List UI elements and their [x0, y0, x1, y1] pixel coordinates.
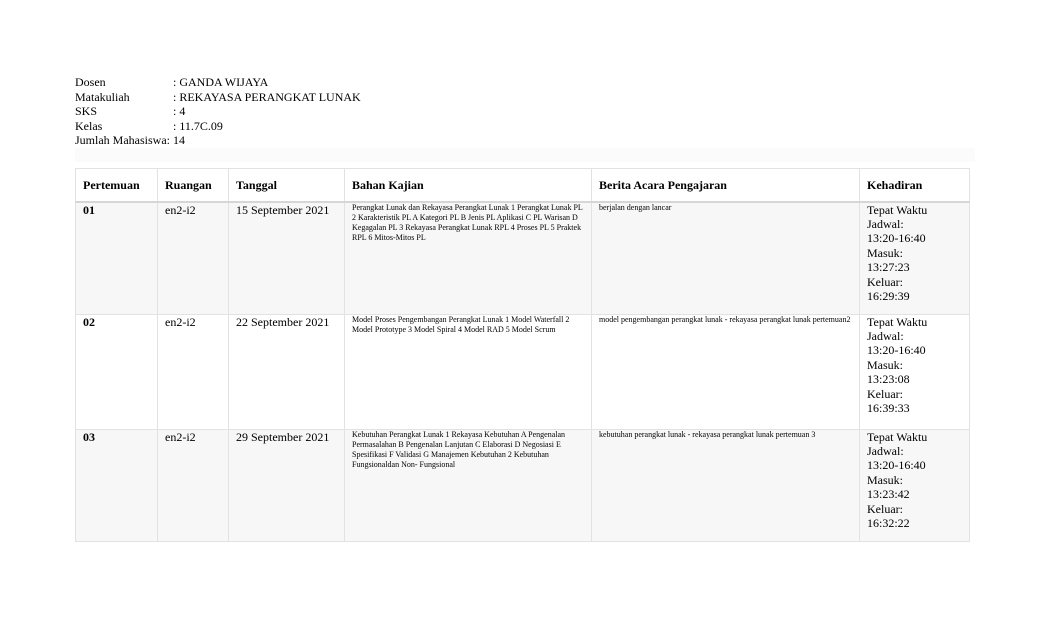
kehadiran-keluar: 16:39:33	[867, 400, 910, 415]
cell-kehadiran	[860, 314, 970, 429]
kehadiran-status: Tepat Waktu	[867, 202, 928, 217]
kehadiran-keluar-label: Keluar:	[867, 501, 903, 516]
info-value: : GANDA WIJAYA	[173, 75, 269, 89]
cell-ruangan: en2-i2	[158, 202, 229, 315]
cell-berita-acara: model pengembangan perangkat lunak - rekayasa perangkat lunak pertemuan2	[592, 314, 860, 429]
cell-pertemuan: 01	[76, 202, 158, 315]
kehadiran-jadwal-label: Jadwal:	[867, 443, 904, 458]
kehadiran-keluar: 16:32:22	[867, 515, 910, 530]
cell-bahan-kajian: Perangkat Lunak dan Rekayasa Perangkat Lunak 1 Perangkat Lunak PL 2 Karakteristik PL A Kategori PL B Jenis PL Aplikasi C PL Warisan D Kegagalan PL 3 Rekayasa Perangkat Lunak RPL 4 Proses PL 5 Praktek RPL 6 Mitos-Mitos PL	[345, 202, 592, 315]
kehadiran-keluar-label: Keluar:	[867, 274, 903, 289]
cell-tanggal: 15 September 2021	[229, 202, 345, 315]
cell-berita-acara: berjalan dengan lancar	[592, 202, 860, 315]
divider-band	[75, 148, 975, 162]
kehadiran-status: Tepat Waktu	[867, 429, 928, 444]
info-dosen	[75, 75, 361, 90]
kehadiran-masuk-label: Masuk:	[867, 245, 903, 260]
cell-berita-acara: kebutuhan perangkat lunak - rekayasa perangkat lunak pertemuan 3	[592, 429, 860, 541]
cell-pertemuan: 02	[76, 314, 158, 429]
cell-ruangan: en2-i2	[158, 429, 229, 541]
info-kelas	[75, 119, 361, 134]
column-header-tanggal: Tanggal	[229, 169, 345, 202]
table-row	[76, 429, 970, 541]
kehadiran-masuk-label: Masuk:	[867, 472, 903, 487]
column-header-bahan-kajian: Bahan Kajian	[345, 169, 592, 202]
kehadiran-keluar-label: Keluar:	[867, 386, 903, 401]
info-value: : 11.7C.09	[173, 118, 223, 133]
column-header-berita-acara: Berita Acara Pengajaran	[592, 169, 860, 202]
kehadiran-masuk: 13:23:42	[867, 487, 910, 502]
cell-bahan-kajian: Model Proses Pengembangan Perangkat Lunak 1 Model Waterfall 2 Model Prototype 3 Model Spiral 4 Model RAD 5 Model Scrum	[345, 314, 592, 429]
kehadiran-jadwal: 13:20-16:40	[867, 343, 926, 358]
info-label: Jumlah Mahasiswa	[75, 133, 167, 148]
cell-tanggal: 22 September 2021	[229, 314, 345, 429]
kehadiran-status: Tepat Waktu	[867, 314, 928, 329]
cell-bahan-kajian: Kebutuhan Perangkat Lunak 1 Rekayasa Kebutuhan A Pengenalan Permasalahan B Pengenalan Lanjutan C Elaborasi D Negosiasi E Spesifikasi F Validasi G Manajemen Kebutuhan 2 Kebutuhan Fungsionaldan Non- Fungsional	[345, 429, 592, 541]
table-row	[76, 314, 970, 429]
kehadiran-jadwal-label: Jadwal:	[867, 216, 904, 231]
table-row	[76, 202, 970, 315]
info-jumlah-mahasiswa	[75, 133, 361, 148]
cell-pertemuan: 03	[76, 429, 158, 541]
kehadiran-masuk: 13:27:23	[867, 260, 910, 275]
kehadiran-jadwal: 13:20-16:40	[867, 458, 926, 473]
cell-tanggal: 29 September 2021	[229, 429, 345, 541]
kehadiran-jadwal-label: Jadwal:	[867, 328, 904, 343]
cell-kehadiran	[860, 429, 970, 541]
info-matakuliah	[75, 90, 361, 105]
info-label: Matakuliah	[75, 89, 130, 104]
cell-ruangan: en2-i2	[158, 314, 229, 429]
info-label: Kelas	[75, 118, 103, 133]
info-sks	[75, 104, 361, 119]
info-label: Dosen	[75, 75, 106, 89]
kehadiran-keluar: 16:29:39	[867, 288, 910, 303]
kehadiran-jadwal: 13:20-16:40	[867, 231, 926, 246]
column-header-kehadiran: Kehadiran	[860, 169, 970, 202]
column-header-ruangan: Ruangan	[158, 169, 229, 202]
info-value: : 4	[173, 104, 186, 119]
kehadiran-masuk-label: Masuk:	[867, 357, 903, 372]
info-value: : 14	[166, 133, 185, 148]
column-header-pertemuan: Pertemuan	[76, 169, 158, 202]
info-label: SKS	[75, 104, 98, 119]
kehadiran-masuk: 13:23:08	[867, 372, 910, 387]
cell-kehadiran	[860, 202, 970, 315]
course-info	[75, 75, 361, 148]
info-value: : REKAYASA PERANGKAT LUNAK	[173, 89, 361, 104]
attendance-table	[75, 168, 970, 542]
table-header-row	[76, 169, 970, 202]
